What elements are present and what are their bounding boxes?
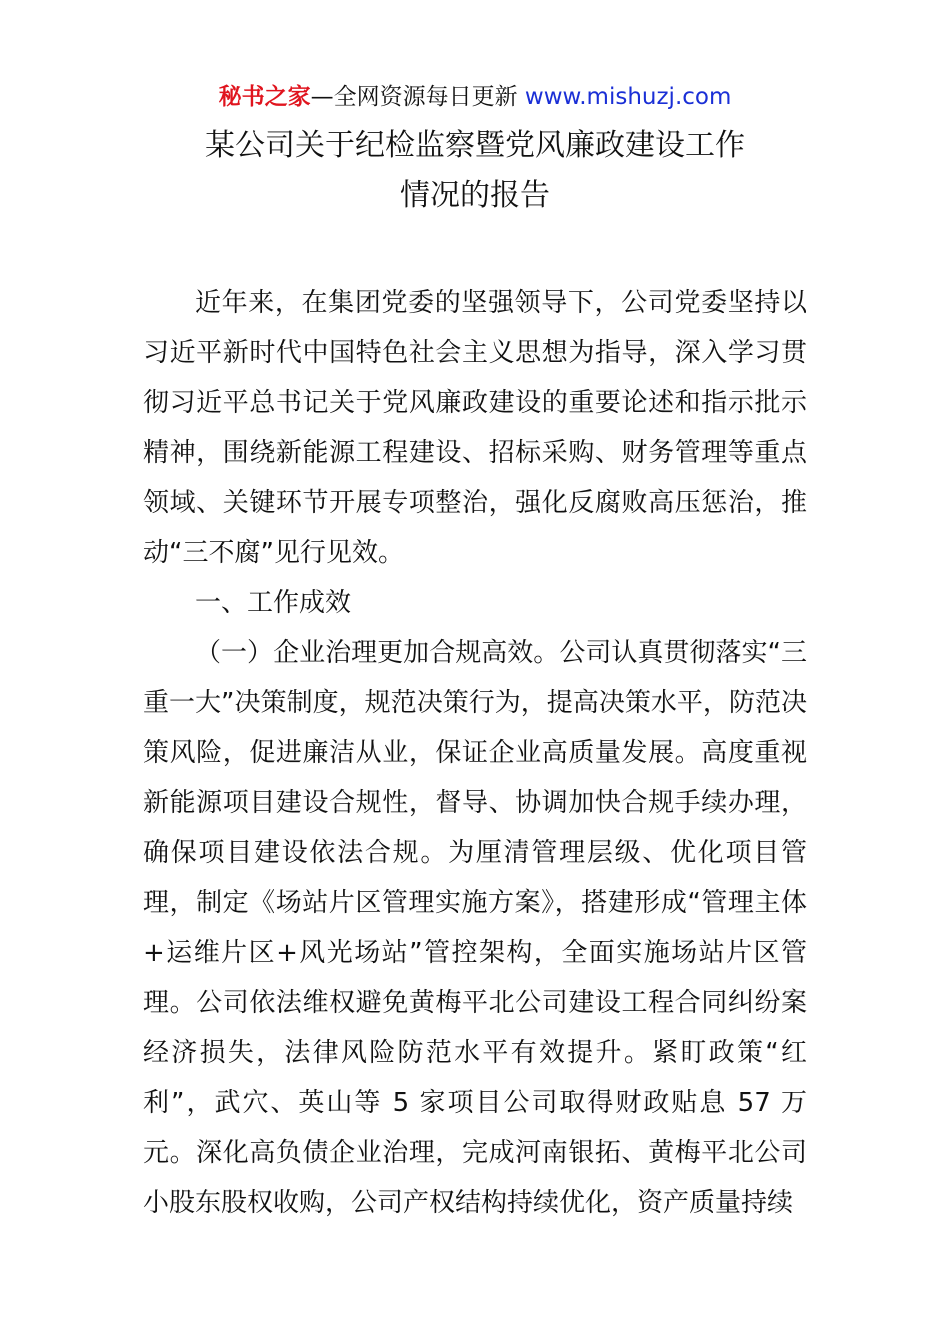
site-brand: 秘书之家 bbox=[218, 84, 311, 110]
document-title-line-2: 情况的报告 bbox=[400, 178, 550, 213]
section-heading: 一、工作成效 bbox=[195, 588, 352, 618]
paragraph-governance: （一）企业治理更加合规高效。公司认真贯彻落实“三重一大”决策制度，规范决策行为，提高决策水平，防范决策风险，促进廉洁从业，保证企业高质量发展。高度重视新能源项目建设合规性，督导、协调加快合规手续办理，确保项目建设依法合规。为厘清管理层级、优化项目管理，制定《场站片区管理实施方案》，搭建形成“管理主体+运维片区+风光场站”管控架构，全面实施场站片区管理。公司依法维权避免黄梅平北公司建设工程合同纠纷案经济损失，法律风险防范水平有效提升。紧盯政策“红利”，武穴、英山等 5 家项目公司取得财政贴息 57 万元。深化高负债企业治理，完成河南银拓、黄梅平北公司小股东股权收购，公司产权结构持续优化，资产质量持续 bbox=[143, 638, 807, 1218]
paragraph-intro: 近年来，在集团党委的坚强领导下，公司党委坚持以习近平新时代中国特色社会主义思想为指导，深入学习贯彻习近平总书记关于党风廉政建设的重要论述和指示批示精神，围绕新能源工程建设、招标采购、财务管理等重点领域、关键环节开展专项整治，强化反腐败高压惩治，推动“三不腐”见行见效。 bbox=[143, 288, 807, 568]
document-body bbox=[143, 278, 807, 1228]
site-header bbox=[0, 80, 950, 114]
document-title-line-1: 某公司关于纪检监察暨党风廉政建设工作 bbox=[205, 128, 745, 163]
site-url-link[interactable]: www.mishuzj.com bbox=[524, 84, 732, 110]
site-tagline: —全网资源每日更新 bbox=[310, 84, 525, 110]
